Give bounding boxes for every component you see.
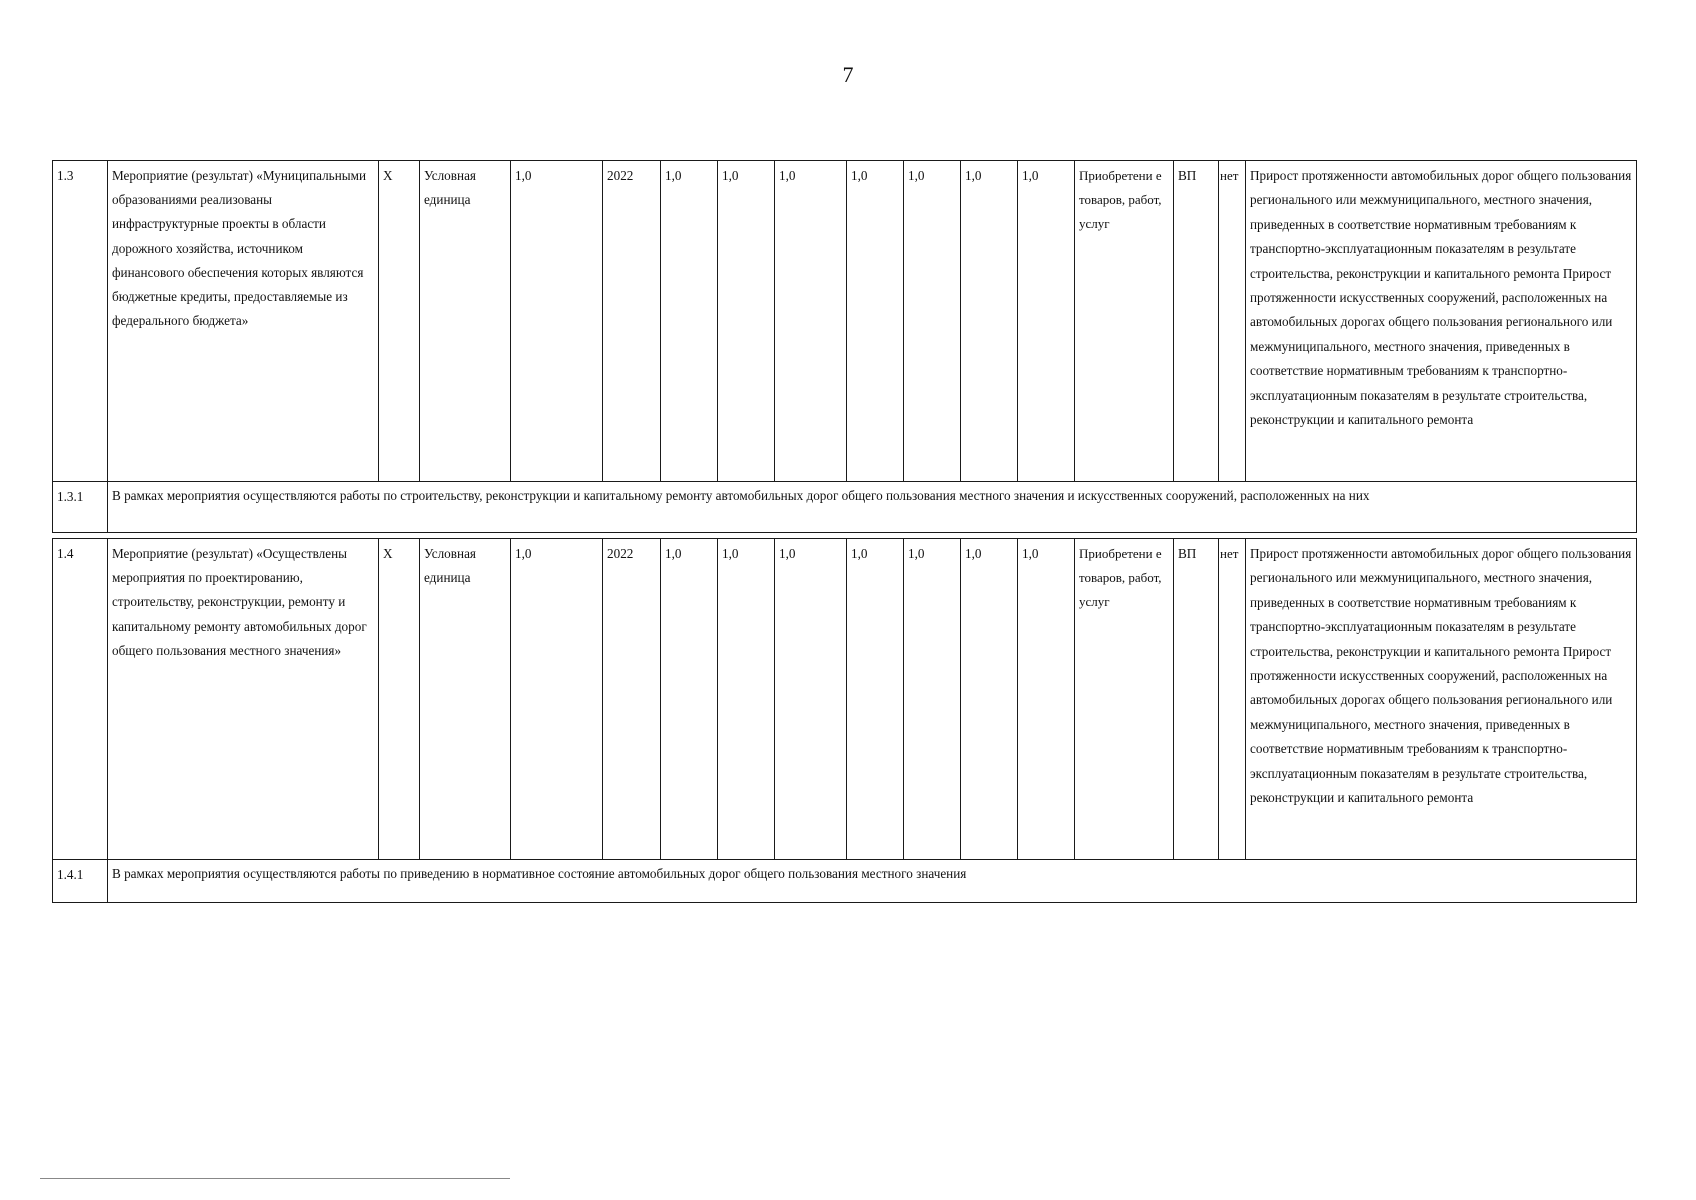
value-1: 1,0	[660, 160, 718, 482]
value-3: 1,0	[774, 160, 847, 482]
base-year: 2022	[602, 160, 661, 482]
base-value: 1,0	[510, 538, 603, 860]
flag: нет	[1218, 160, 1246, 482]
row-number: 1.4	[52, 538, 108, 860]
subrow-text: В рамках мероприятия осуществляются работы по приведению в нормативное состояние автомобильных дорог общего пользования местного значения	[107, 859, 1637, 903]
row-number: 1.3	[52, 160, 108, 482]
x-mark: Х	[378, 538, 420, 860]
value-3: 1,0	[774, 538, 847, 860]
code: ВП	[1173, 538, 1219, 860]
value-5: 1,0	[903, 538, 961, 860]
page-number: 7	[842, 62, 854, 87]
event-name: Мероприятие (результат) «Муниципальными образованиями реализованы инфраструктурные проекты в области дорожного хозяйства, источником финансового обеспечения которых являются бюджетные кредиты, предоставляемые из федерального бюджета»	[107, 160, 379, 482]
value-7: 1,0	[1017, 160, 1075, 482]
value-6: 1,0	[960, 538, 1018, 860]
flag: нет	[1218, 538, 1246, 860]
value-4: 1,0	[846, 160, 904, 482]
value-2: 1,0	[717, 160, 775, 482]
base-value: 1,0	[510, 160, 603, 482]
indicators: Прирост протяженности автомобильных дорог общего пользования регионального или межмуниципального, местного значения, приведенных в соответствие нормативным требованиям к транспортно-эксплуатационным показателям в результате строительства, реконструкции и капитального ремонта Прирост протяженности искусственных сооружений, расположенных на автомобильных дорогах общего пользования регионального или межмуниципального, местного значения, приведенных в соответствие нормативным требованиям к транспортно-эксплуатационным показателям в результате строительства, реконструкции и капитального ремонта	[1245, 160, 1637, 482]
event-type: Приобретени е товаров, работ, услуг	[1074, 160, 1174, 482]
event-type: Приобретени е товаров, работ, услуг	[1074, 538, 1174, 860]
x-mark: Х	[378, 160, 420, 482]
event-name: Мероприятие (результат) «Осуществлены мероприятия по проектированию, строительству, реконструкции, ремонту и капитальному ремонту автомобильных дорог общего пользования местного значения»	[107, 538, 379, 860]
subrow-number: 1.4.1	[52, 859, 108, 903]
footer-rule	[40, 1178, 510, 1179]
indicators: Прирост протяженности автомобильных дорог общего пользования регионального или межмуниципального, местного значения, приведенных в соответствие нормативным требованиям к транспортно-эксплуатационным показателям в результате строительства, реконструкции и капитального ремонта Прирост протяженности искусственных сооружений, расположенных на автомобильных дорогах общего пользования регионального или межмуниципального, местного значения, приведенных в соответствие нормативным требованиям к транспортно-эксплуатационным показателям в результате строительства, реконструкции и капитального ремонта	[1245, 538, 1637, 860]
subrow-text: В рамках мероприятия осуществляются работы по строительству, реконструкции и капитальному ремонту автомобильных дорог общего пользования местного значения и искусственных сооружений, расположенных на них	[107, 481, 1637, 533]
value-1: 1,0	[660, 538, 718, 860]
value-5: 1,0	[903, 160, 961, 482]
code: ВП	[1173, 160, 1219, 482]
subrow-number: 1.3.1	[52, 481, 108, 533]
unit: Условная единица	[419, 160, 511, 482]
value-4: 1,0	[846, 538, 904, 860]
value-7: 1,0	[1017, 538, 1075, 860]
value-6: 1,0	[960, 160, 1018, 482]
unit: Условная единица	[419, 538, 511, 860]
base-year: 2022	[602, 538, 661, 860]
value-2: 1,0	[717, 538, 775, 860]
